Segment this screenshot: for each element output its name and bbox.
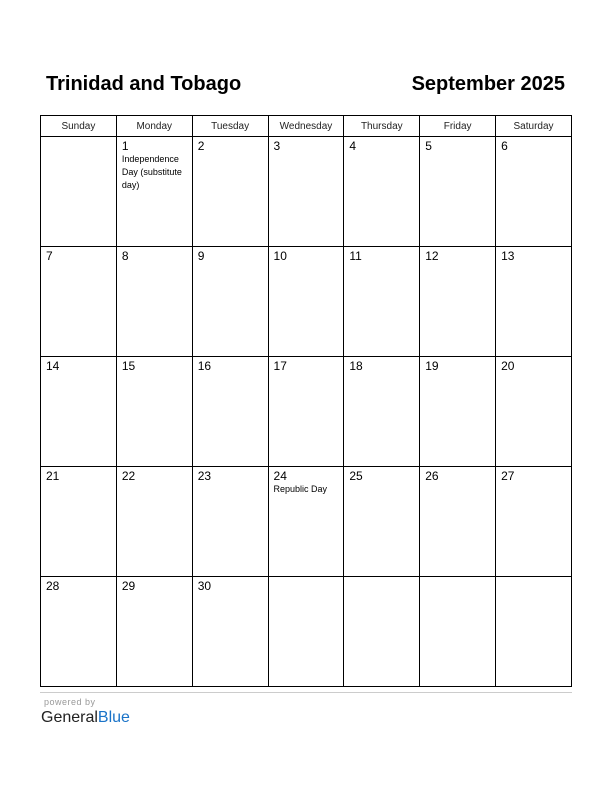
calendar-day-cell: [268, 467, 344, 577]
calendar-empty-cell: [420, 577, 496, 687]
calendar-day-cell: [268, 137, 344, 247]
country-title: Trinidad and Tobago: [46, 73, 242, 95]
calendar-day-cell: [116, 247, 192, 357]
day-number: 21: [46, 469, 60, 483]
weekday-header-monday: Monday: [116, 116, 192, 137]
calendar-day-cell: [420, 357, 496, 467]
day-number: 9: [197, 249, 205, 263]
calendar-day-cell: [420, 247, 496, 357]
day-number: 25: [349, 469, 363, 483]
calendar-day-cell: [192, 577, 268, 687]
calendar-day-cell: [420, 137, 496, 247]
brand-name-blue: Blue: [97, 709, 130, 726]
day-number: 13: [501, 249, 515, 263]
holiday-event: Republic Day: [273, 484, 328, 494]
calendar-body: [41, 137, 572, 687]
calendar-week-row: [41, 137, 572, 247]
calendar-grid: [40, 115, 572, 687]
brand-logo[interactable]: [41, 708, 130, 728]
weekday-header-friday: Friday: [420, 116, 496, 137]
day-number: 12: [425, 249, 439, 263]
calendar-empty-cell: [344, 577, 420, 687]
calendar-empty-cell: [496, 577, 572, 687]
calendar-day-cell: [268, 357, 344, 467]
day-number: 15: [121, 359, 136, 373]
calendar-day-cell: [496, 247, 572, 357]
holiday-event: Independence Day (substitute day): [121, 154, 182, 190]
weekday-header-wednesday: Wednesday: [268, 116, 344, 137]
calendar-day-cell: [41, 467, 117, 577]
calendar-day-cell: [344, 357, 420, 467]
weekday-header-saturday: Saturday: [496, 116, 572, 137]
weekday-header-tuesday: Tuesday: [192, 116, 268, 137]
day-number: 2: [197, 139, 205, 153]
calendar-day-cell: [41, 357, 117, 467]
calendar-week-row: [41, 357, 572, 467]
month-year-title: September 2025: [411, 73, 565, 95]
powered-by-text: powered by: [44, 697, 96, 707]
footer-divider: [40, 692, 572, 693]
calendar-week-row: [41, 247, 572, 357]
calendar-day-cell: [192, 247, 268, 357]
weekday-header-row: [41, 116, 572, 137]
calendar-week-row: [41, 467, 572, 577]
calendar-day-cell: [116, 357, 192, 467]
day-number: 23: [197, 469, 212, 483]
day-number: 6: [501, 139, 508, 153]
calendar-day-cell: [116, 467, 192, 577]
calendar-day-cell: [496, 357, 572, 467]
day-number: 5: [425, 139, 432, 153]
day-number: 18: [349, 359, 363, 373]
weekday-header-thursday: Thursday: [344, 116, 420, 137]
day-number: 11: [349, 249, 362, 263]
calendar-day-cell: [496, 137, 572, 247]
day-number: 30: [197, 579, 212, 593]
day-number: 28: [46, 579, 60, 593]
day-number: 16: [197, 359, 212, 373]
day-number: 4: [349, 139, 357, 153]
calendar-day-cell: [192, 137, 268, 247]
day-number: 8: [121, 249, 129, 263]
day-number: 1: [121, 139, 129, 153]
calendar-day-cell: [344, 247, 420, 357]
day-number: 17: [273, 359, 287, 373]
calendar-day-cell: [496, 467, 572, 577]
calendar-day-cell: [344, 137, 420, 247]
calendar-day-cell: [420, 467, 496, 577]
brand-name-general: General: [41, 709, 98, 726]
calendar-week-row: [41, 577, 572, 687]
day-number: 29: [121, 579, 136, 593]
calendar-day-cell: [192, 357, 268, 467]
calendar-day-cell: [192, 467, 268, 577]
day-number: 27: [501, 469, 515, 483]
day-number: 7: [46, 249, 53, 263]
day-number: 20: [501, 359, 515, 373]
calendar-day-cell: [268, 247, 344, 357]
calendar-day-cell: [41, 577, 117, 687]
calendar-empty-cell: [41, 137, 117, 247]
calendar-day-cell: [116, 577, 192, 687]
day-number: 26: [425, 469, 439, 483]
calendar-day-cell: [41, 247, 117, 357]
weekday-header-sunday: Sunday: [41, 116, 117, 137]
calendar-day-cell: [116, 137, 192, 247]
calendar-empty-cell: [268, 577, 344, 687]
day-number: 10: [273, 249, 287, 263]
day-number: 14: [46, 359, 60, 373]
day-number: 22: [121, 469, 136, 483]
calendar-day-cell: [344, 467, 420, 577]
day-number: 19: [425, 359, 439, 373]
day-number: 3: [273, 139, 281, 153]
day-number: 24: [273, 469, 287, 483]
